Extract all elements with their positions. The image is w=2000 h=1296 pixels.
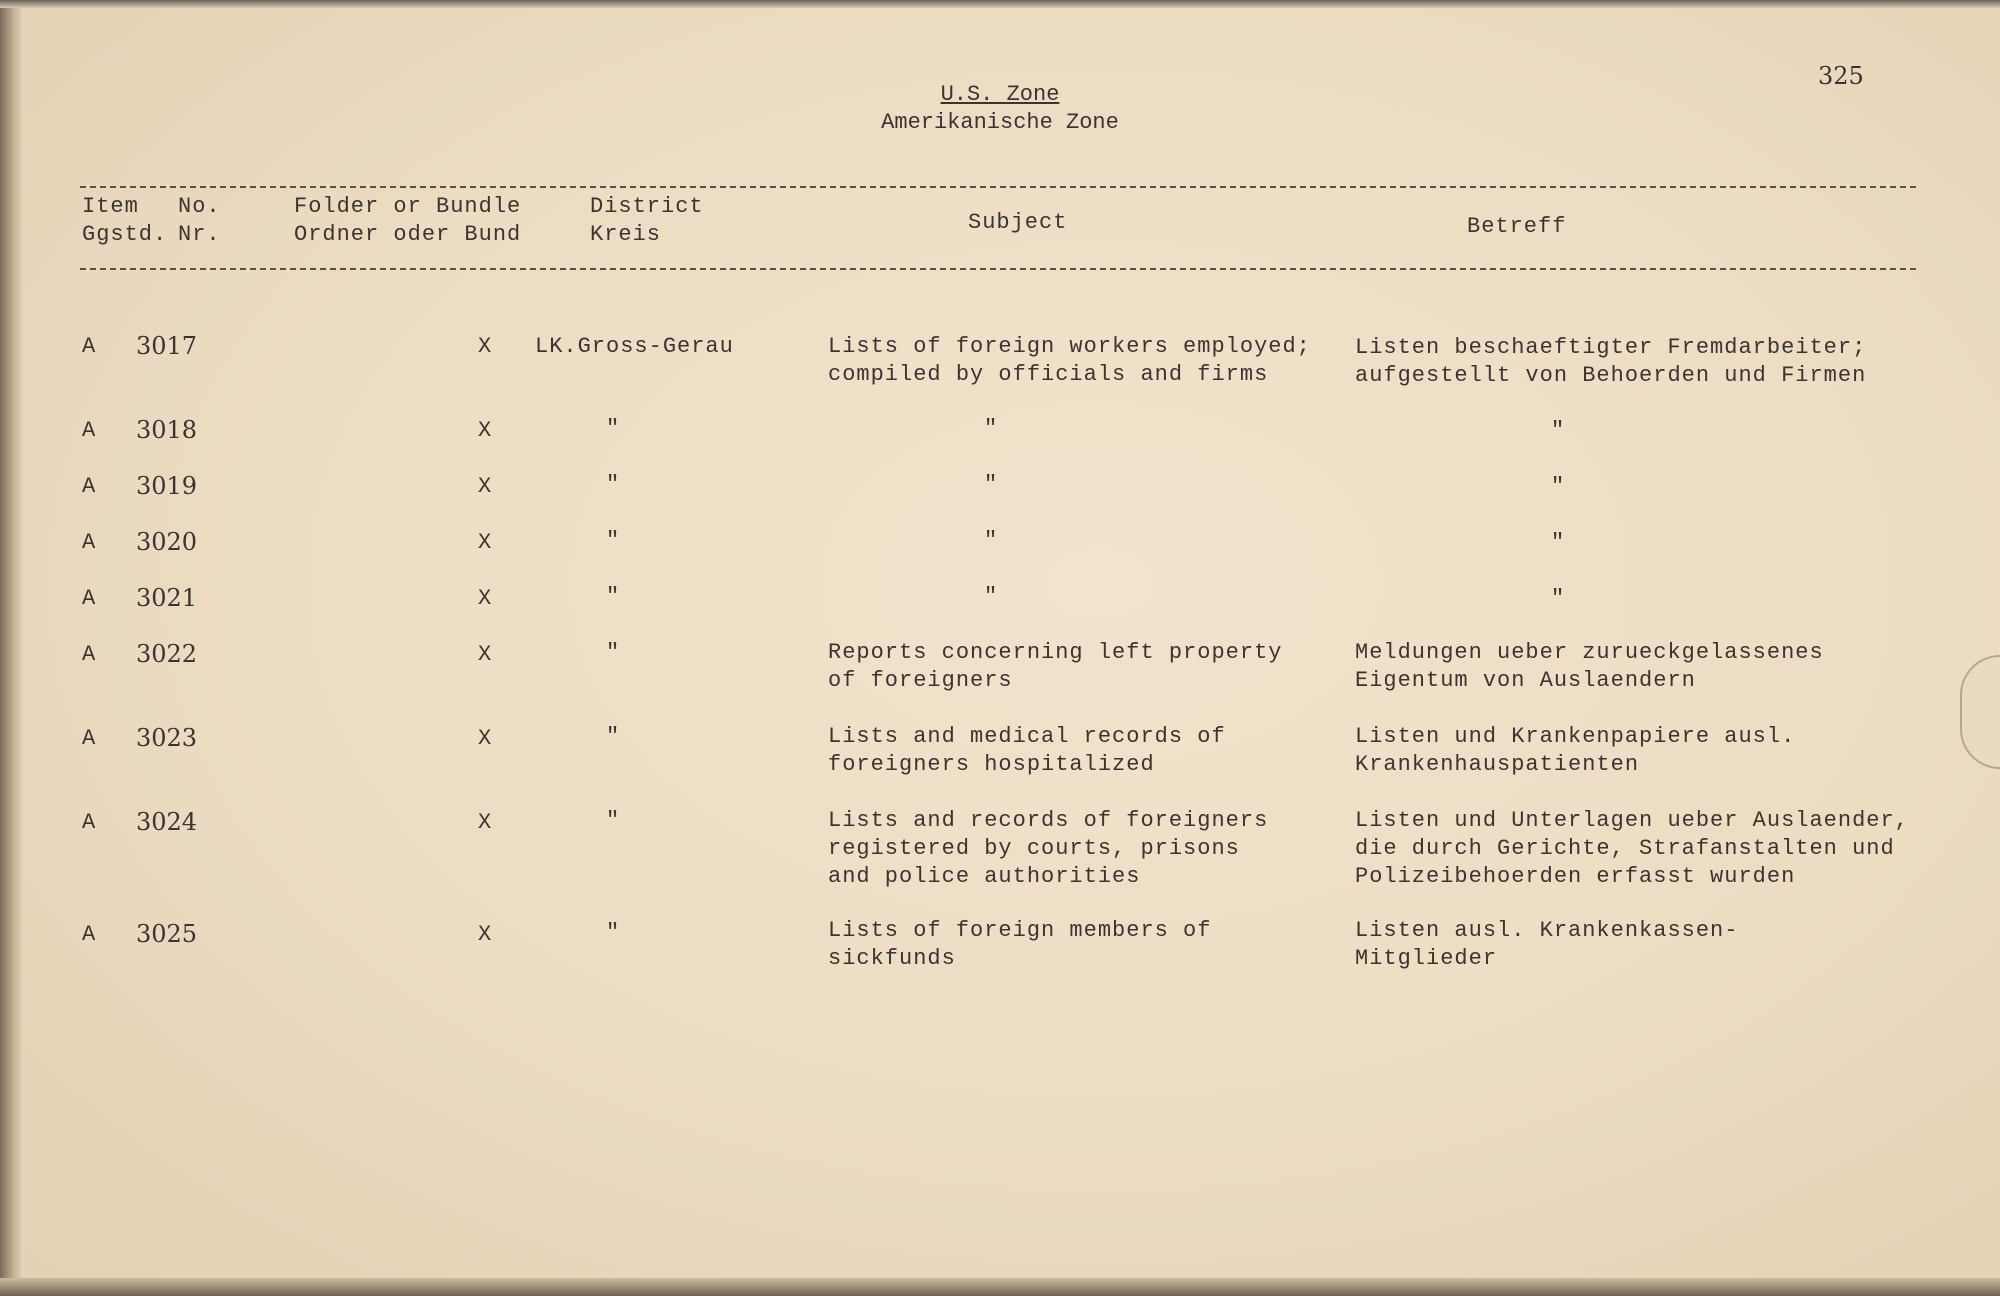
- row-betreff-line: aufgestellt von Behoerden und Firmen: [1355, 363, 1867, 388]
- row-betreff-line: Listen beschaeftigter Fremdarbeiter;: [1355, 335, 1867, 360]
- row-subject-line: Lists and records of foreigners: [828, 808, 1269, 833]
- row-item: A: [82, 418, 97, 443]
- row-item: A: [82, 334, 97, 359]
- zone-subtitle: Amerikanische Zone: [881, 110, 1119, 135]
- header-district-de: Kreis: [590, 222, 662, 247]
- header-subject: Subject: [968, 210, 1068, 235]
- row-number: 3017: [136, 332, 198, 360]
- row-number: 3023: [136, 724, 198, 752]
- row-number: 3019: [136, 472, 198, 500]
- page-bottom-edge: [0, 1278, 2000, 1296]
- row-subject-line: Lists of foreign workers employed;: [828, 334, 1311, 359]
- header-no: No.: [178, 194, 221, 219]
- row-betreff-line: Polizeibehoerden erfasst wurden: [1355, 864, 1796, 889]
- row-mark: X: [478, 586, 493, 611]
- row-item: A: [82, 586, 97, 611]
- row-subject-line: foreigners hospitalized: [828, 752, 1155, 777]
- row-mark: X: [478, 530, 493, 555]
- row-betreff-line: Krankenhauspatienten: [1355, 752, 1640, 777]
- header-district: District: [590, 194, 704, 219]
- row-betreff-ditto: ": [1551, 418, 1566, 443]
- row-item: A: [82, 474, 97, 499]
- row-item: A: [82, 530, 97, 555]
- header-rule-bottom: [80, 268, 1916, 270]
- row-district-ditto: ": [606, 472, 621, 497]
- row-betreff-ditto: ": [1551, 586, 1566, 611]
- row-number: 3024: [136, 808, 198, 836]
- row-betreff-line: die durch Gerichte, Strafanstalten und: [1355, 836, 1895, 861]
- page-number: 325: [1818, 62, 1864, 90]
- row-number: 3021: [136, 584, 198, 612]
- row-betreff-line: Listen und Unterlagen ueber Auslaender,: [1355, 808, 1909, 833]
- row-mark: X: [478, 922, 493, 947]
- row-mark: X: [478, 418, 493, 443]
- zone-title: U.S. Zone: [940, 82, 1060, 107]
- row-betreff-line: Listen ausl. Krankenkassen-: [1355, 918, 1739, 943]
- row-number: 3018: [136, 416, 198, 444]
- header-rule-top: [80, 186, 1916, 188]
- row-district-ditto: ": [606, 528, 621, 553]
- row-mark: X: [478, 334, 493, 359]
- row-district-ditto: ": [606, 584, 621, 609]
- row-subject-line: of foreigners: [828, 668, 1013, 693]
- book-binding: [0, 0, 24, 1296]
- row-subject-line: Lists of foreign members of: [828, 918, 1212, 943]
- header-item-de: Ggstd.: [82, 222, 168, 247]
- row-betreff-ditto: ": [1551, 474, 1566, 499]
- header-betreff: Betreff: [1467, 214, 1567, 239]
- row-betreff-line: Eigentum von Auslaendern: [1355, 668, 1696, 693]
- row-betreff-line: Meldungen ueber zurueckgelassenes: [1355, 640, 1824, 665]
- row-number: 3020: [136, 528, 198, 556]
- page-top-edge: [0, 0, 2000, 8]
- row-subject-line: registered by courts, prisons: [828, 836, 1240, 861]
- row-betreff-line: Listen und Krankenpapiere ausl.: [1355, 724, 1796, 749]
- header-item: Item: [82, 194, 139, 219]
- row-number: 3022: [136, 640, 198, 668]
- row-item: A: [82, 922, 97, 947]
- row-mark: X: [478, 810, 493, 835]
- row-district-ditto: ": [606, 416, 621, 441]
- header-folder: Folder or Bundle: [294, 194, 522, 219]
- row-subject-ditto: ": [984, 416, 999, 441]
- row-subject-ditto: ": [984, 584, 999, 609]
- row-subject-line: sickfunds: [828, 946, 956, 971]
- row-district-ditto: ": [606, 724, 621, 749]
- row-betreff-line: Mitglieder: [1355, 946, 1498, 971]
- header-no-de: Nr.: [178, 222, 221, 247]
- row-item: A: [82, 810, 97, 835]
- row-subject-ditto: ": [984, 528, 999, 553]
- row-subject-line: Lists and medical records of: [828, 724, 1226, 749]
- row-betreff-ditto: ": [1551, 530, 1566, 555]
- row-subject-ditto: ": [984, 472, 999, 497]
- row-subject-line: compiled by officials and firms: [828, 362, 1269, 387]
- row-mark: X: [478, 474, 493, 499]
- header-folder-de: Ordner oder Bund: [294, 222, 522, 247]
- row-number: 3025: [136, 920, 198, 948]
- row-mark: X: [478, 726, 493, 751]
- row-district-ditto: ": [606, 920, 621, 945]
- row-mark: X: [478, 642, 493, 667]
- row-item: A: [82, 726, 97, 751]
- row-district-ditto: ": [606, 640, 621, 665]
- row-subject-line: and police authorities: [828, 864, 1141, 889]
- row-district-ditto: ": [606, 808, 621, 833]
- page-tab: [1960, 655, 2000, 769]
- row-item: A: [82, 642, 97, 667]
- row-subject-line: Reports concerning left property: [828, 640, 1283, 665]
- row-district: LK.Gross-Gerau: [535, 334, 734, 359]
